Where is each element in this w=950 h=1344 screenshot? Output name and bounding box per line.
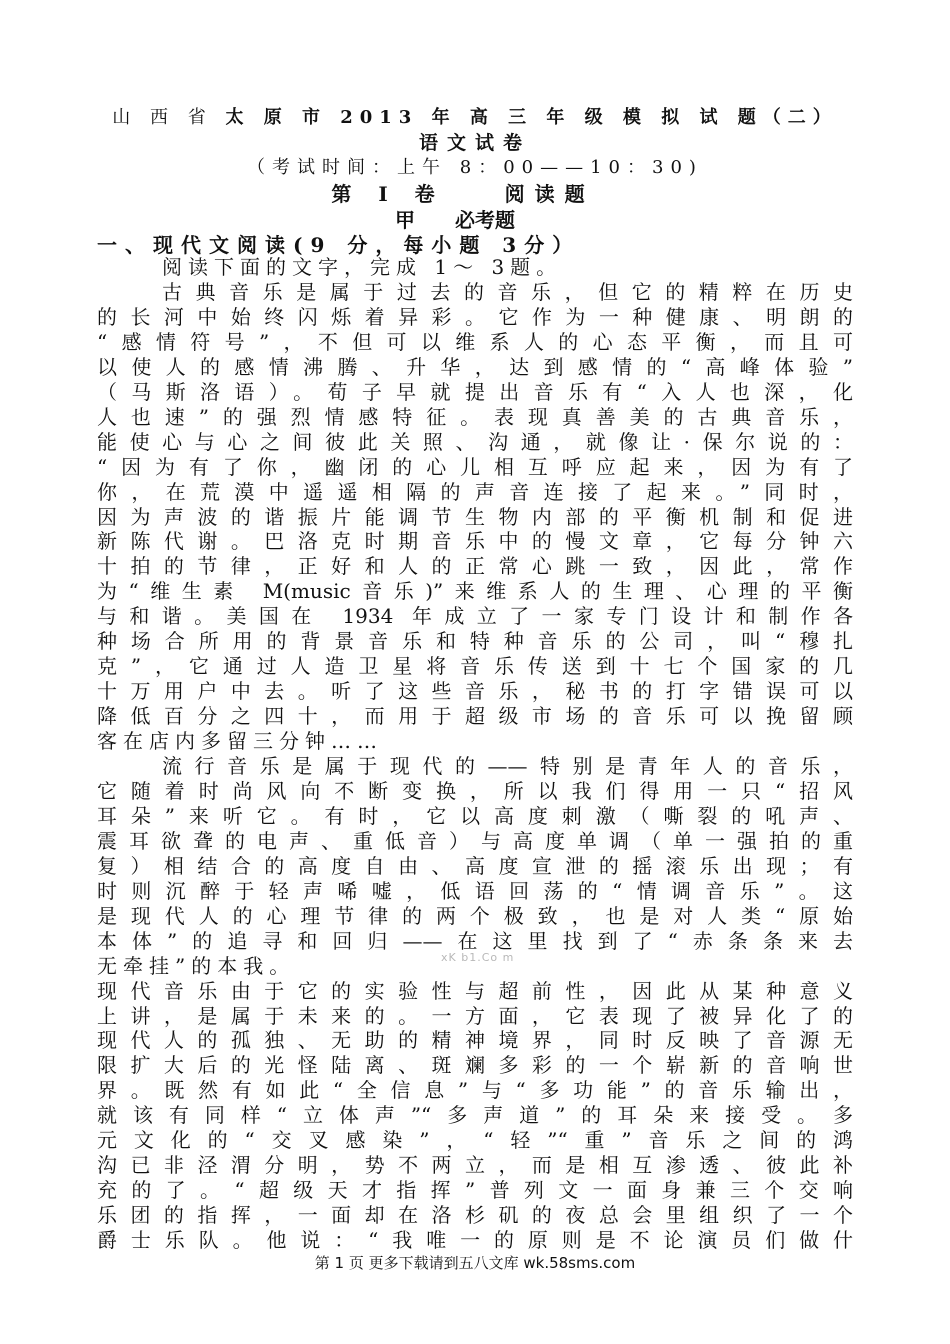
passage-line: 现代音乐由于它的实验性与超前性，因此从某种意义 [97,978,853,1003]
passage-line: 震耳欲聋的电声、重低音）与高度单调（单一强拍的重 [97,828,853,853]
passage-line: 客在店内多留三分钟…… [97,729,383,754]
passage-line: 是现代人的心理节律的两个极致，也是对人类“原始 [97,903,853,928]
passage-line: 与和谐。美国在 1934 年成立了一家专门设计和制作各 [97,604,853,629]
part-heading: 第 I 卷 阅读题 [331,182,595,206]
passage-line: 现代人的孤独、无助的精神境界，同时反映了音源无 [97,1028,853,1053]
section-title: 一、现代文阅读(9 分，每小题 3分） [97,233,581,257]
passage-line: 上讲，是属于未来的。一方面，它表现了被异化了的 [97,1003,853,1028]
passage-line: 古典音乐是属于过去的音乐，但它的精粹在历史 [162,279,853,304]
passage-line: 限扩大后的光怪陆离、斑斓多彩的一个崭新的音响世 [97,1053,853,1078]
passage-line: 克”，它通过人造卫星将音乐传送到十七个国家的几 [97,654,853,679]
passage-line: 人也速”的强烈情感特征。表现真善美的古典音乐， [97,404,853,429]
passage-line: 流行音乐是属于现代的——特别是青年人的音乐， [162,754,853,778]
passage-line: 为“维生素 M(music音乐)”来维系人的生理、心理的平衡 [97,579,853,604]
passage-line: 以使人的感情沸腾、升华，达到感情的“高峰体验” [97,354,853,379]
passage-line: 爵士乐队。他说：“我唯一的原则是不论演员们做什 [97,1228,853,1253]
exam-title-province: 山 西 省 [112,107,213,128]
passage-line: 耳朵”来听它。有时，它以高度刺激（嘶裂的吼声、 [97,803,853,828]
exam-subtitle: 语文试卷 [418,132,531,154]
exam-title [0,103,950,129]
passage-line: 无牵挂”的本我。 [97,953,296,978]
exam-title-main: 太 原 市 2013 年 高 三 年 级 模 拟 试 题（二） [225,107,838,128]
passage-line: 十拍的节律，正好和人的正常心跳一致，因此，常作 [97,554,853,579]
passage-line: 沟已非泾渭分明，势不两立，而是相互渗透、彼此补 [97,1153,853,1178]
passage-line: 阅读下面的文字，完成 1～ 3题。 [162,255,563,279]
passage-line: 就该有同样“立体声”“多声道”的耳朵来接受。多 [97,1103,853,1128]
page-footer: 第 1 页 更多下载请到五八文库 wk.58sms.com [314,1254,636,1272]
passage-line: 新陈代谢。巴洛克时期音乐中的慢文章，它每分钟六 [97,529,853,554]
passage-line: 时则沉醉于轻声唏嘘，低语回荡的“情调音乐”。这 [97,878,853,903]
passage-line: 元文化的“交叉感染”，“轻”“重”音乐之间的鸿 [97,1128,853,1153]
exam-time: （考试时间：上午 8：00——10：30) [247,157,703,178]
passage-line: 你，在荒漠中遥遥相隔的声音连接了起来。”同时， [97,479,853,504]
passage-line: 本体”的追寻和回归——在这里找到了“赤条条来去 [97,928,853,953]
section-a-heading: 甲 必考题 [395,208,515,232]
passage-line: “感情符号”，不但可以维系人的心态平衡，而且可 [97,329,853,354]
passage-line: 充的了。“超级天才指挥”普列文一面身兼三个交响 [97,1178,853,1203]
passage-line: 乐团的指挥，一面却在洛杉矶的夜总会里组织了一个 [97,1203,853,1228]
watermark-text: xK b1.Co m [441,951,515,964]
passage-line: 十万用户中去。听了这些音乐，秘书的打字错误可以 [97,679,853,704]
passage-line: （马斯洛语）。荀子早就提出音乐有“入人也深，化 [97,379,853,404]
passage-line: 能使心与心之间彼此关照、沟通，就像让·保尔说的： [97,429,853,454]
passage-line: “因为有了你，幽闭的心儿相互呼应起来，因为有了 [97,454,853,479]
passage-line: 复）相结合的高度自由、高度宣泄的摇滚乐出现；有 [97,853,853,878]
passage-line: 因为声波的谐振片能调节生物内部的平衡机制和促进 [97,504,853,529]
passage-line: 它随着时尚风向不断变换，所以我们得用一只“招风 [97,778,853,803]
passage-line: 种场合所用的背景音乐和特种音乐的公司，叫“穆扎 [97,629,853,654]
passage-line: 的长河中始终闪烁着异彩。它作为一种健康、明朗的 [97,304,853,329]
passage-line: 降低百分之四十，而用于超级市场的音乐可以挽留顾 [97,704,853,729]
passage-line: 界。既然有如此“全信息”与“多功能”的音乐输出， [97,1078,853,1103]
